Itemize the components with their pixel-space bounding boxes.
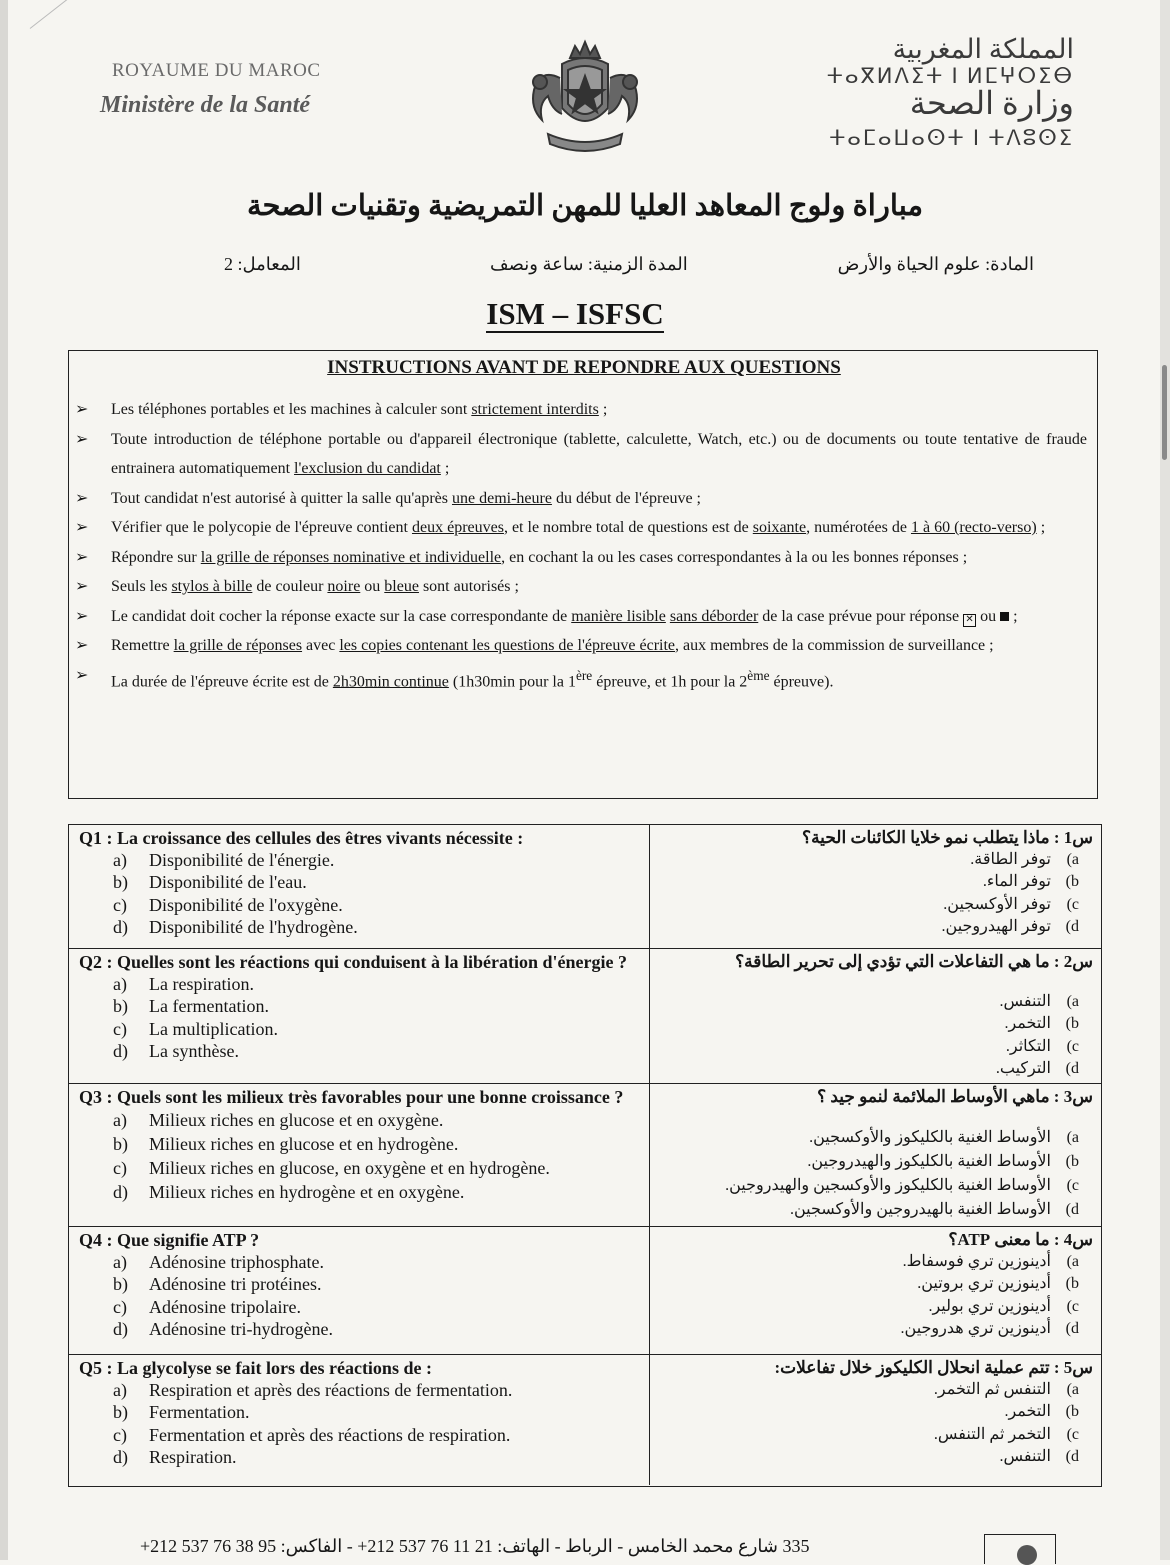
question-ar <box>659 951 1093 1081</box>
header-kingdom-ar: المملكة المغربية <box>892 34 1074 64</box>
instruction-item: ➢ Remettre la grille de réponses avec les copies contenant les questions de l'épreuve écrite, aux membres de la commission de surveillance ; <box>75 631 1087 661</box>
exam-code: ISM – ISFSC <box>486 296 664 331</box>
question-text-fr: Q1 : La croissance des cellules des êtres vivants nécessite : <box>79 828 524 848</box>
option-fr: b) Adénosine tri protéines. <box>113 1274 322 1295</box>
bullet-arrow-icon: ➢ <box>75 548 89 566</box>
option-fr: a) La respiration. <box>113 974 254 994</box>
option-fr: d) Adénosine tri-hydrogène. <box>113 1319 333 1340</box>
option-fr: c) La multiplication. <box>113 1018 278 1039</box>
question-row <box>69 825 1101 949</box>
question-fr <box>79 951 641 1063</box>
option-fr: b) La fermentation. <box>113 996 269 1017</box>
question-text-ar: س2 : ما هي التفاعلات التي تؤدي إلى تحرير الطاقة؟ <box>735 952 1093 971</box>
bullet-arrow-icon: ➢ <box>75 489 89 507</box>
option-ar: b)أدينوزين تري بروتين. <box>917 1275 1079 1293</box>
question-ar <box>659 827 1093 939</box>
option-ar: b)الأوساط الغنية بالكليكوز والهيدروجين. <box>807 1153 1079 1170</box>
question-ar <box>659 1229 1093 1341</box>
question-row <box>69 1227 1101 1355</box>
exam-coefficient: المعامل: 2 <box>224 254 301 274</box>
option-ar: d)التركيب. <box>995 1060 1079 1078</box>
footer-logo-icon <box>1017 1545 1037 1565</box>
bullet-arrow-icon: ➢ <box>75 607 89 625</box>
scan-fold-mark <box>30 0 86 29</box>
footer-address: 335 شارع محمد الخامس - الرباط - الهاتف: 21 11 76 537 212+ - الفاكس: 95 38 76 537 212+ <box>140 1536 810 1556</box>
question-text-ar: س5 : تتم عملية انحلال الكليكوز خلال تفاعلات: <box>774 1358 1093 1377</box>
option-ar: a)توفر الطاقة. <box>970 851 1079 868</box>
bullet-arrow-icon: ➢ <box>75 519 89 536</box>
instruction-item: ➢ Seuls les stylos à bille de couleur noire ou bleue sont autorisés ; <box>75 572 1087 602</box>
instruction-item: ➢ Répondre sur la grille de réponses nominative et individuelle, en cochant la ou les cases correspondantes à la ou les bonnes réponses ; <box>75 543 1087 573</box>
option-fr: d) Respiration. <box>113 1447 237 1468</box>
option-fr: a) Respiration et après des réactions de fermentation. <box>113 1380 513 1400</box>
header-kingdom-tifinagh: ⵜⴰⴳⵍⴷⵉⵜ ⵏ ⵍⵎⵖⵔⵉⴱ <box>826 64 1074 88</box>
bullet-arrow-icon: ➢ <box>75 578 89 595</box>
option-fr: c) Milieux riches en glucose, en oxygène et en hydrogène. <box>113 1158 550 1178</box>
option-ar: a)التنفس ثم التخمر. <box>933 1381 1079 1398</box>
option-ar: b)التخمر. <box>1004 1403 1079 1421</box>
instruction-item: ➢ Tout candidat n'est autorisé à quitter la salle qu'après une demi-heure du début de l'épreuve ; <box>75 484 1087 514</box>
question-text-fr: Q3 : Quels sont les milieux très favorables pour une bonne croissance ? <box>79 1087 624 1107</box>
question-row <box>69 1355 1101 1486</box>
scrollbar-thumb[interactable] <box>1162 365 1167 460</box>
option-ar: c)الأوساط الغنية بالكليكوز والأوكسجين والهيدروجين. <box>725 1177 1079 1194</box>
question-fr <box>79 1086 641 1204</box>
header-kingdom-fr: ROYAUME DU MAROC <box>112 60 321 81</box>
header-ministry-tifinagh: ⵜⴰⵎⴰⵡⴰⵙⵜ ⵏ ⵜⴷⵓⵙⵉ <box>829 126 1074 150</box>
header-ministry-ar: وزارة الصحة <box>909 85 1074 121</box>
question-text-fr: Q4 : Que signifie ATP ? <box>79 1230 260 1250</box>
option-ar: d)توفر الهيدروجين. <box>941 918 1079 936</box>
option-ar: c)التخمر ثم التنفس. <box>933 1425 1079 1443</box>
option-fr: b) Fermentation. <box>113 1402 250 1423</box>
exam-duration: المدة الزمنية: ساعة ونصف <box>490 254 688 274</box>
instructions-box <box>68 350 1098 799</box>
option-ar: a)التنفس. <box>999 993 1079 1010</box>
question-fr <box>79 1229 641 1341</box>
option-fr: d) Disponibilité de l'hydrogène. <box>113 917 358 938</box>
option-fr: b) Milieux riches en glucose et en hydrogène. <box>113 1134 459 1154</box>
option-fr: c) Adénosine tripolaire. <box>113 1296 301 1317</box>
option-fr: a) Disponibilité de l'énergie. <box>113 850 335 870</box>
page-left-edge <box>0 0 8 1560</box>
filled-square-icon <box>1000 612 1009 621</box>
option-fr: a) Adénosine triphosphate. <box>113 1252 324 1272</box>
question-row <box>69 1084 1101 1227</box>
question-fr <box>79 827 641 939</box>
option-ar: a)الأوساط الغنية بالكليكوز والأوكسجين. <box>809 1129 1079 1146</box>
option-ar: c)توفر الأوكسجين. <box>943 895 1079 913</box>
question-row <box>69 949 1101 1084</box>
instruction-item: ➢ Toute introduction de téléphone portable ou d'appareil électronique (tablette, calculette, Watch, etc.) ou de documents ou toute tentative de fraude entrainera automatiquement l'exclusion du candidat ; <box>75 425 1087 484</box>
instruction-item: ➢ Les téléphones portables et les machines à calculer sont strictement interdits ; <box>75 395 1087 425</box>
exam-subject: المادة: علوم الحياة والأرض <box>837 254 1034 274</box>
bullet-arrow-icon: ➢ <box>75 666 89 684</box>
option-fr: a) Milieux riches en glucose et en oxygène. <box>113 1110 444 1130</box>
question-fr <box>79 1357 641 1469</box>
instruction-item: ➢ Vérifier que le polycopie de l'épreuve contient deux épreuves, et le nombre total de questions est de soixante, numérotées de 1 à 60 (recto-verso) ; <box>75 513 1087 543</box>
option-ar: b)التخمر. <box>1004 1015 1079 1033</box>
question-text-fr: Q2 : Quelles sont les réactions qui conduisent à la libération d'énergie ? <box>79 952 627 972</box>
question-text-ar: س3 : ماهي الأوساط الملائمة لنمو جيد ؟ <box>817 1087 1093 1106</box>
header-ministry-fr: Ministère de la Santé <box>100 92 311 118</box>
royal-coat-of-arms-icon <box>512 38 658 160</box>
option-fr: d) La synthèse. <box>113 1041 239 1062</box>
bullet-arrow-icon: ➢ <box>75 430 89 448</box>
bullet-arrow-icon: ➢ <box>75 637 89 654</box>
option-ar: d)أدينوزين تري هدروجين. <box>900 1320 1079 1338</box>
instruction-item: ➢ La durée de l'épreuve écrite est de 2h30min continue (1h30min pour la 1ère épreuve, et 1h pour la 2ème épreuve). <box>75 661 1087 697</box>
exam-title: مباراة ولوج المعاهد العليا للمهن التمريضية وتقنيات الصحة <box>246 190 923 222</box>
option-ar: d)التنفس. <box>999 1448 1079 1466</box>
option-ar: d)الأوساط الغنية بالهيدروجين والأوكسجين. <box>789 1201 1079 1218</box>
option-ar: b)توفر الماء. <box>982 873 1079 891</box>
instructions-list <box>75 395 1087 696</box>
option-fr: c) Fermentation et après des réactions de respiration. <box>113 1424 511 1445</box>
question-ar <box>659 1357 1093 1469</box>
option-fr: c) Disponibilité de l'oxygène. <box>113 894 343 915</box>
bullet-arrow-icon: ➢ <box>75 401 89 418</box>
instructions-title: INSTRUCTIONS AVANT DE REPONDRE AUX QUESTIONS <box>327 357 841 378</box>
questions-table <box>68 824 1102 1487</box>
option-ar: a)أدينوزين تري فوسفاط. <box>902 1253 1079 1270</box>
question-text-fr: Q5 : La glycolyse se fait lors des réactions de : <box>79 1358 432 1378</box>
question-text-ar: س1 : ماذا يتطلب نمو خلايا الكائنات الحية؟ <box>802 828 1093 847</box>
option-ar: c)التكاثر. <box>1005 1037 1079 1055</box>
option-ar: c)أدينوزين تري بولير. <box>928 1297 1079 1315</box>
question-text-ar: س4 : ما معنى ATP؟ <box>948 1230 1093 1249</box>
option-fr: d) Milieux riches en hydrogène et en oxygène. <box>113 1182 465 1202</box>
option-fr: b) Disponibilité de l'eau. <box>113 872 307 893</box>
question-ar <box>659 1086 1093 1222</box>
checked-box-icon: ✕ <box>963 614 976 627</box>
scrollbar-track[interactable] <box>1160 0 1170 1560</box>
instruction-item: ➢ Le candidat doit cocher la réponse exacte sur la case correspondante de manière lisible sans déborder de la case prévue pour réponse ✕ ou ; <box>75 602 1087 632</box>
